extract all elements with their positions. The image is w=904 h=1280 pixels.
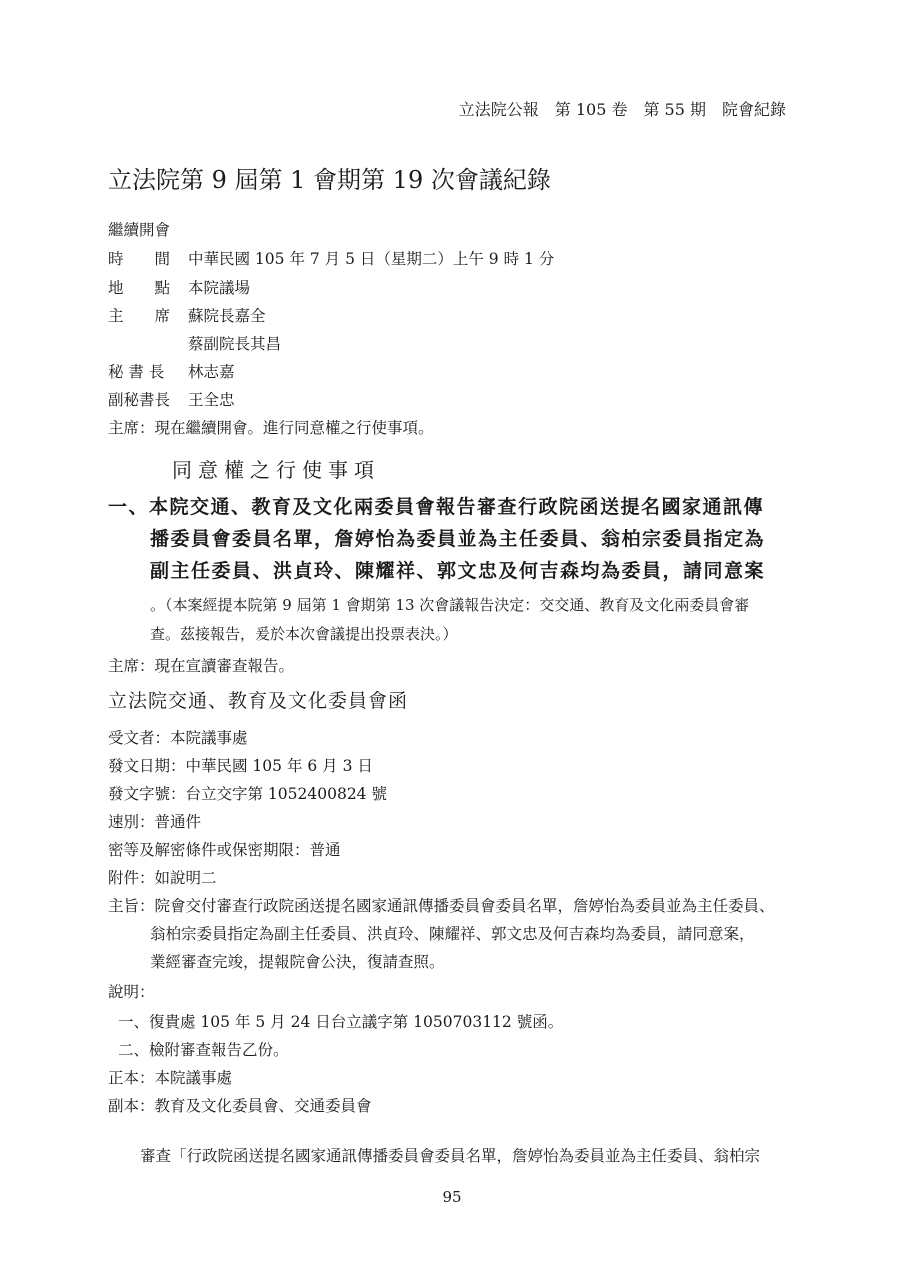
letter-date: 發文日期：中華民國 105 年 6 月 3 日 [108,757,373,775]
chair-row [108,304,266,326]
letter-copy-recipient: 副本：教育及文化委員會、交通委員會 [108,1097,372,1115]
item-1-line-1: 一、本院交通、教育及文化兩委員會報告審查行政院函送提名國家通訊傳 [108,496,765,518]
page-number: 95 [442,1188,462,1206]
chair-remark-2: 主席：現在宣讀審查報告。 [108,657,295,675]
continue-meeting: 繼續開會 [108,221,171,239]
running-header: 立法院公報 第 105 卷 第 55 期 院會紀錄 [458,100,786,119]
place-label: 地 點 [108,279,171,297]
letter-recipient: 受文者：本院議事處 [108,729,248,747]
letter-explain-label: 說明： [108,983,155,1001]
time-row [108,247,554,269]
deputy-secretary-row [108,388,235,410]
place-row [108,276,250,298]
chair-value-1: 蘇院長嘉全 [188,307,266,325]
time-label: 時 間 [108,250,171,268]
letter-original-recipient: 正本：本院議事處 [108,1069,233,1087]
letter-attachment: 附件：如說明二 [108,869,217,887]
document-title: 立法院第 9 屆第 1 會期第 19 次會議紀錄 [108,166,551,194]
letter-title: 立法院交通、教育及文化委員會函 [108,690,409,712]
chair-value-2: 蔡副院長其昌 [188,335,282,353]
letter-speed: 速別：普通件 [108,813,202,831]
place-value: 本院議場 [188,279,251,297]
time-value: 中華民國 105 年 7 月 5 日（星期二）上午 9 時 1 分 [188,250,555,268]
item-1-note-line-2: 查。茲接報告，爰於本次會議提出投票表決。） [150,625,458,643]
deputy-secretary-value: 王全忠 [188,391,235,409]
letter-explain-1: 一、復貴處 105 年 5 月 24 日台立議字第 1050703112 號函。 [118,1013,564,1031]
deputy-secretary-label: 副秘書長 [108,391,171,409]
item-1-line-3: 副主任委員、洪貞玲、陳耀祥、郭文忠及何吉森均為委員，請同意案 [150,560,766,582]
secretary-value: 林志嘉 [188,363,235,381]
letter-secrecy: 密等及解密條件或保密期限：普通 [108,841,341,859]
secretary-label: 秘 書 長 [108,363,165,381]
section-heading: 同意權之行使事項 [172,458,380,482]
letter-subject-line-1: 主旨：院會交付審查行政院函送提名國家通訊傳播委員會委員名單，詹婷怡為委員並為主任委員、 [108,897,775,915]
letter-subject-line-2: 翁柏宗委員指定為副主任委員、洪貞玲、陳耀祥、郭文忠及何吉森均為委員，請同意案， [150,925,755,943]
review-report-line: 審查「行政院函送提名國家通訊傳播委員會委員名單，詹婷怡為委員並為主任委員、翁柏宗 [140,1147,761,1165]
item-1-line-2: 播委員會委員名單，詹婷怡為委員並為主任委員、翁柏宗委員指定為 [150,528,766,550]
secretary-row [108,360,235,382]
letter-subject-line-3: 業經審查完竣，提報院會公決，復請查照。 [150,953,445,971]
letter-explain-2: 二、檢附審查報告乙份。 [118,1041,289,1059]
chair-remark: 主席：現在繼續開會。進行同意權之行使事項。 [108,419,434,437]
chair-label: 主 席 [108,307,171,325]
item-1-note-line-1: 。（本案經提本院第 9 屆第 1 會期第 13 次會議報告決定：交交通、教育及文化兩委員會審 [150,596,750,614]
letter-doc-number: 發文字號：台立交字第 1052400824 號 [108,785,387,803]
